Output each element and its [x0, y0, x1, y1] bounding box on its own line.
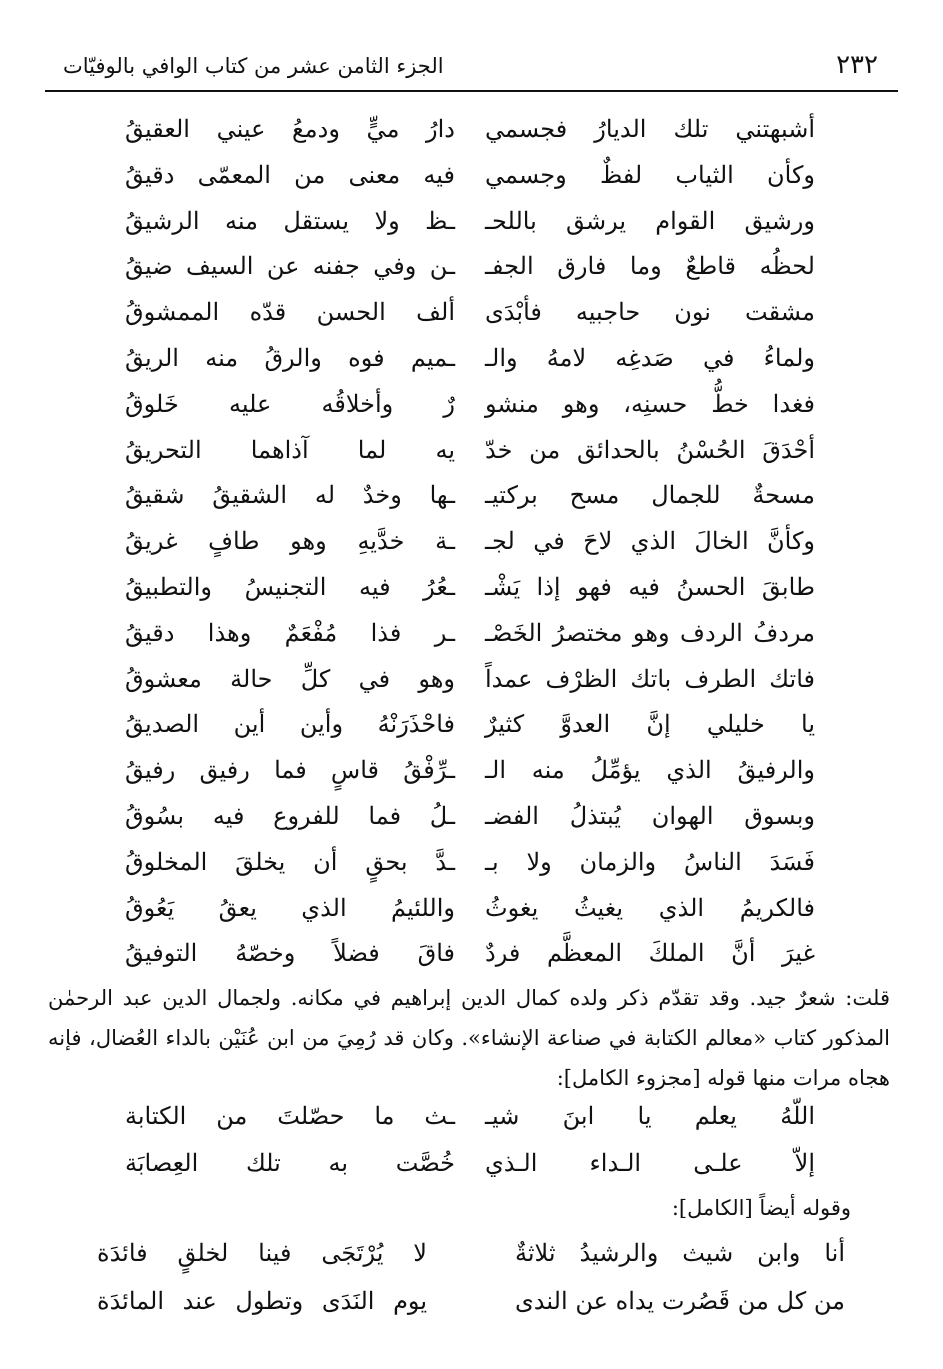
- verse-second-hemistich: ـرِّفْقُ قاسٍ فما رفيق رفيقُ: [125, 756, 455, 785]
- verse-first-hemistich: ورشيق القوام يرشق باللحـ: [485, 206, 815, 235]
- verse-first-hemistich: فاتك الطرف باتك الظرْف عمداً: [485, 664, 815, 693]
- verse-second-hemistich: ـن وفي جفنه عن السيف ضيقُ: [125, 252, 455, 281]
- verse-first-hemistich: وكأنَّ الخالَ الذي لاحَ في لجـ: [485, 527, 815, 556]
- verse-second-hemistich: ـظ ولا يستقل منه الرشيقُ: [125, 206, 455, 235]
- verse-first-hemistich: فَسَدَ الناسُ والزمان ولا بـ: [485, 847, 815, 876]
- verse-line: [125, 1142, 815, 1184]
- verse-first-hemistich: فغدا خطُّ حسنِه، وهو منشو: [485, 389, 815, 418]
- verse-line: [125, 658, 815, 700]
- verse-second-hemistich: واللئيمُ الذي يعقُ يَعُوقُ: [125, 893, 455, 922]
- verse-first-hemistich: طابقَ الحسنُ فيه فهو إذا يَشْـ: [485, 573, 815, 601]
- verse-second-hemistich: خُصَّت به تلك العِصابَة: [125, 1149, 455, 1177]
- verse-second-hemistich: ـعُرُ فيه التجنيسُ والتطبيقُ: [125, 573, 455, 601]
- verse-second-hemistich: رٌ وأخلاقُه عليه خَلوقُ: [125, 389, 455, 418]
- verse-second-hemistich: ـدَّ بحقٍ أن يخلقَ المخلوقُ: [125, 847, 455, 876]
- verse-line: [97, 1232, 845, 1274]
- verse-first-hemistich: مشقت نون حاجبيه فأبْدَى: [485, 298, 815, 327]
- page-header: [45, 40, 898, 92]
- verse-line: [125, 566, 815, 608]
- verse-line: [125, 429, 815, 471]
- verse-first-hemistich: يا خليلي إنَّ العدوَّ كثيرٌ: [485, 710, 815, 739]
- page-number: ٢٣٢: [836, 50, 878, 80]
- verse-second-hemistich: ألف الحسن قدّه الممشوقُ: [125, 298, 455, 327]
- verse-second-hemistich: يوم النَدَى وتطول عند المائدَة: [97, 1287, 427, 1315]
- verse-line: [125, 932, 815, 974]
- verse-first-hemistich: لحظُه قاطعٌ وما فارق الجفـ: [485, 252, 815, 281]
- verse-second-hemistich: ـر فذا مُفْعَمٌ وهذا دقيقُ: [125, 618, 455, 647]
- verse-second-hemistich: لا يُرْتَجَى فينا لخلقٍ فائدَة: [97, 1239, 427, 1267]
- verse-second-hemistich: فاقَ فضلاً وخصّهُ التوفيقُ: [125, 939, 455, 968]
- verse-line: [125, 291, 815, 333]
- verse-line: [97, 1280, 845, 1322]
- verse-first-hemistich: وبسوق الهوان يُبتذلُ الفضـ: [485, 802, 815, 830]
- verse-first-hemistich: والرفيقُ الذي يؤمِّلُ منه الـ: [485, 756, 815, 785]
- verse-line: [125, 703, 815, 745]
- verse-line: [125, 520, 815, 562]
- verse-line: [125, 108, 815, 150]
- verse-second-hemistich: ـلُ فما للفروع فيه بسُوقُ: [125, 802, 455, 830]
- verse-line: [125, 612, 815, 654]
- verse-line: [125, 841, 815, 883]
- verse-line: [125, 795, 815, 837]
- verse-first-hemistich: أحْدَقَ الحُسْنُ بالحدائق من خدّ: [485, 435, 815, 464]
- verse-second-hemistich: ـث ما حصّلتَ من الكتابة: [125, 1102, 455, 1130]
- verse-second-hemistich: وهو في كلِّ حالة معشوقُ: [125, 664, 455, 693]
- commentary-paragraph: قلت: شعرٌ جيد. وقد تقدّم ذكر ولده كمال الدين إبراهيم في مكانه. ولجمال الدين عبد الرحمٰن المذكور كتاب «معالم الكتابة في صناعة الإنشاء». وكان قد رُمِيَ من ابن عُنَيْن بالداء العُضال، فإنه هجاه مرات منها قوله [مجزوء الكامل]:: [48, 986, 890, 1090]
- verse-line: [125, 337, 815, 379]
- verse-second-hemistich: فيه معنى من المعمّى دقيقُ: [125, 160, 455, 189]
- verse-first-hemistich: ولماءُ في صَدغِه لامهُ والـ: [485, 344, 815, 372]
- verse-first-hemistich: غيرَ أنَّ الملكَ المعظَّم فردٌ: [485, 939, 815, 968]
- verse-first-hemistich: أشبهتني تلك الديارُ فجسمي: [485, 115, 815, 143]
- verse-line: [125, 749, 815, 791]
- verse-second-hemistich: فاحْذَرَنْهُ وأين أين الصديقُ: [125, 710, 455, 739]
- verse-first-hemistich: إلاّ علـى الـداء الـذي: [485, 1149, 815, 1177]
- verse-line: [125, 383, 815, 425]
- poem-intro: وقوله أيضاً [الكامل]:: [671, 1196, 851, 1220]
- verse-first-hemistich: اللّهُ يعلم يا ابنَ شيـ: [485, 1102, 815, 1130]
- verse-first-hemistich: أنا وابن شيث والرشيدُ ثلاثةٌ: [515, 1239, 845, 1267]
- verse-line: [125, 887, 815, 929]
- verse-second-hemistich: ـميم فوه والرقُ منه الريقُ: [125, 344, 455, 372]
- verse-first-hemistich: مردفُ الردف وهو مختصرُ الخَصْـ: [485, 618, 815, 647]
- verse-second-hemistich: ـة خدَّيهِ وهو طافٍ غريقُ: [125, 527, 455, 556]
- running-title: الجزء الثامن عشر من كتاب الوافي بالوفيّات: [63, 54, 444, 78]
- verse-first-hemistich: من كل من قَصُرت يداه عن الندى: [515, 1287, 845, 1315]
- verse-second-hemistich: ـها وخدٌ له الشقيقُ شقيقُ: [125, 481, 455, 510]
- verse-line: [125, 1095, 815, 1137]
- verse-first-hemistich: وكأن الثياب لفظٌ وجسمي: [485, 160, 815, 189]
- verse-second-hemistich: يه لما آذاهما التحريقُ: [125, 435, 455, 464]
- verse-first-hemistich: مسحةٌ للجمال مسح بركتيـ: [485, 481, 815, 510]
- verse-line: [125, 474, 815, 516]
- verse-line: [125, 200, 815, 242]
- verse-first-hemistich: فالكريمُ الذي يغيثُ يغوثُ: [485, 893, 815, 922]
- verse-second-hemistich: دارُ ميٍّ ودمعُ عيني العقيقُ: [125, 115, 455, 143]
- verse-line: [125, 154, 815, 196]
- verse-line: [125, 245, 815, 287]
